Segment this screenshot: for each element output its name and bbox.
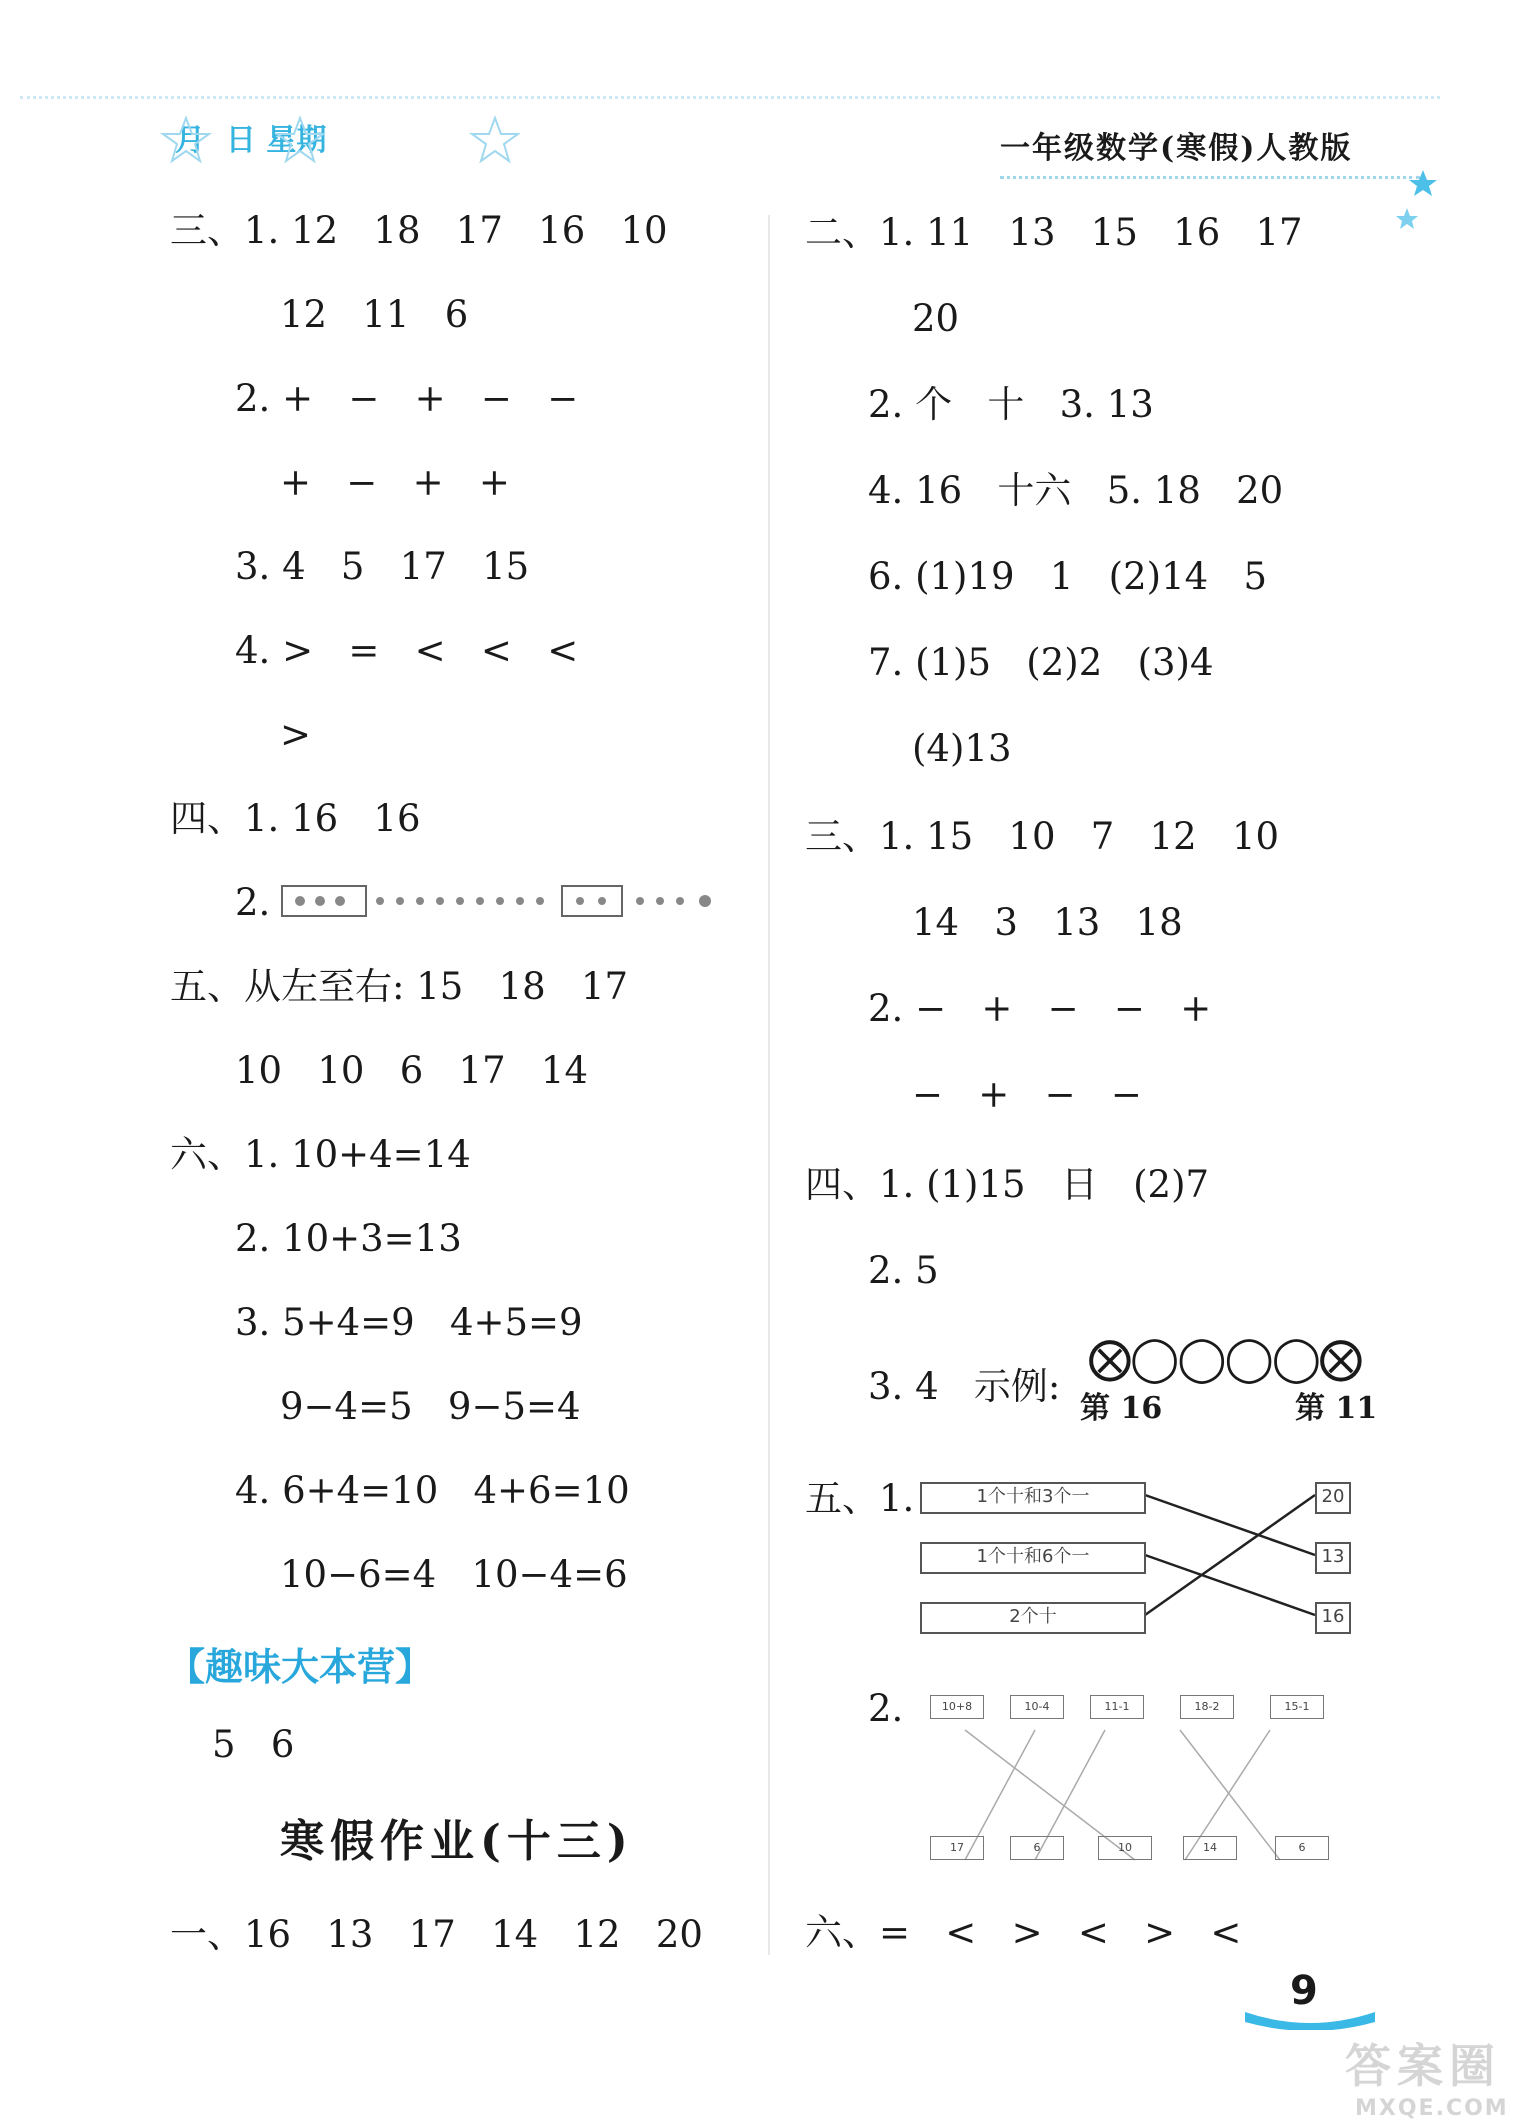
- right-r2-7-line2: (4)13: [912, 727, 1012, 770]
- right-r3-2-line2: − + − −: [912, 1073, 1142, 1116]
- left-hw-1: 一、16 13 17 14 12 20: [170, 1913, 703, 1956]
- left-s6-4-line1: 4. 6+4=10 4+6=10: [235, 1469, 630, 1512]
- watermark-url: MXQE.COM: [1355, 2096, 1509, 2121]
- left-s4-2: 2.: [235, 881, 271, 924]
- expr-box-1: 10+8: [930, 1695, 984, 1719]
- left-s3-3: 3. 4 5 17 15: [235, 545, 530, 588]
- match-box-right-3: 16: [1315, 1602, 1351, 1634]
- match-box-left-3: 2个十: [920, 1602, 1146, 1634]
- match-box-left-1: 1个十和3个一: [920, 1482, 1146, 1514]
- column-divider: [768, 215, 770, 1955]
- watermark: [1345, 2030, 1509, 2121]
- book-title: 一年级数学(寒假)人教版: [1000, 131, 1353, 166]
- watermark-logo: 答案圈: [1345, 2039, 1501, 2093]
- right-r5-1: 五、1.: [805, 1477, 915, 1520]
- fun-answer: 5 6: [212, 1723, 295, 1766]
- right-r4-2: 2. 5: [868, 1249, 939, 1292]
- right-r4-3: 3. 4 示例:: [868, 1365, 1061, 1408]
- right-r3-1-line2: 14 3 13 18: [912, 901, 1183, 944]
- left-s6-4-line2: 10−6=4 10−4=6: [280, 1553, 628, 1596]
- match-box-right-1: 20: [1315, 1482, 1351, 1514]
- homework-title: 寒假作业(十三): [280, 1816, 634, 1867]
- result-box-3: 10: [1098, 1836, 1152, 1860]
- star-icons: [160, 112, 520, 172]
- right-r2-2: 2. 个 十 3. 13: [868, 383, 1154, 426]
- left-s6-3-line2: 9−4=5 9−5=4: [280, 1385, 581, 1428]
- right-r4-1: 四、1. (1)15 日 (2)7: [805, 1163, 1210, 1206]
- result-box-1: 17: [930, 1836, 984, 1860]
- left-s3-1-line2: 12 11 6: [280, 293, 469, 336]
- date-label: 月 日 星期: [175, 123, 327, 158]
- expr-box-2: 10-4: [1010, 1695, 1064, 1719]
- left-s3-4-line2: >: [280, 713, 312, 756]
- right-r3-1-line1: 三、1. 15 10 7 12 10: [805, 815, 1280, 858]
- left-s4-1: 四、1. 16 16: [170, 797, 421, 840]
- right-r5-2: 2.: [868, 1687, 904, 1730]
- left-s5-line1: 五、从左至右: 15 18 17: [170, 965, 629, 1008]
- left-s3-2-line2: + − + +: [280, 461, 510, 504]
- left-s6-1: 六、1. 10+4=14: [170, 1133, 471, 1176]
- star-decoration-icon: [1395, 168, 1445, 258]
- right-r3-2-line1: 2. − + − − +: [868, 987, 1212, 1030]
- expr-box-4: 18-2: [1180, 1695, 1234, 1719]
- left-s6-2: 2. 10+3=13: [235, 1217, 462, 1260]
- left-s5-line2: 10 10 6 17 14: [235, 1049, 588, 1092]
- expr-box-5: 15-1: [1270, 1695, 1324, 1719]
- bead-strip-figure: [280, 884, 728, 918]
- header-dotted-line-right: [1000, 176, 1420, 179]
- page-number: 9: [1290, 1968, 1318, 2014]
- right-r2-4: 4. 16 十六 5. 18 20: [868, 469, 1284, 512]
- right-r2-6: 6. (1)19 1 (2)14 5: [868, 555, 1267, 598]
- match-box-left-2: 1个十和6个一: [920, 1542, 1146, 1574]
- result-box-2: 6: [1010, 1836, 1064, 1860]
- circle-first-label: 第 16: [1080, 1391, 1163, 1426]
- right-r2-7-line1: 7. (1)5 (2)2 (3)4: [868, 641, 1214, 684]
- left-s3-2-line1: 2. + − + − −: [235, 377, 579, 420]
- left-s3-1-line1: 三、1. 12 18 17 16 10: [170, 209, 668, 252]
- fun-section-title: 【趣味大本营】: [167, 1645, 434, 1689]
- left-s6-3-line1: 3. 5+4=9 4+5=9: [235, 1301, 583, 1344]
- circle-last-label: 第 11: [1295, 1391, 1378, 1426]
- match-box-right-2: 13: [1315, 1542, 1351, 1574]
- right-r2-1-line2: 20: [912, 297, 960, 340]
- header-dotted-line: [20, 96, 1440, 99]
- expr-box-3: 11-1: [1090, 1695, 1144, 1719]
- page-number-wave-icon: [1245, 2008, 1375, 2030]
- right-r6: 六、= < > < > <: [805, 1911, 1242, 1954]
- right-r2-1-line1: 二、1. 11 13 15 16 17: [805, 211, 1303, 254]
- result-box-5: 6: [1275, 1836, 1329, 1860]
- result-box-4: 14: [1183, 1836, 1237, 1860]
- left-s3-4-line1: 4. > = < < <: [235, 629, 579, 672]
- circle-sequence: ⨂◯◯◯◯⨂: [1088, 1333, 1361, 1384]
